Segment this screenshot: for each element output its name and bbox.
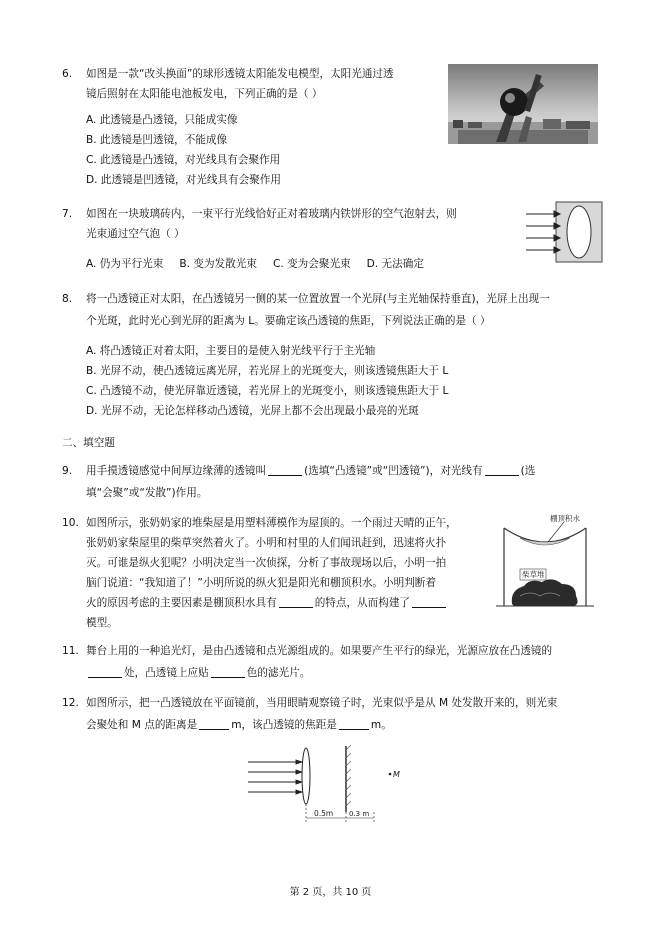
question-text: 处，凸透镜上应贴 <box>124 667 209 679</box>
question-text: m，该凸透镜的焦距是 <box>231 719 337 731</box>
question-text: 如图所示，把一凸透镜放在平面镜前，当用眼睛观察镜子时，光束似乎是从 M 处发散开来的，则光束 <box>86 697 558 709</box>
question-text: 用手摸透镜感觉中间厚边缘薄的透镜叫 <box>86 465 267 477</box>
answer-blank[interactable] <box>279 596 313 608</box>
answer-blank[interactable] <box>88 666 122 678</box>
option-a: A. 此透镜是凸透镜，只能成实像 <box>86 114 238 126</box>
question-text: 灭。可谁是纵火犯呢？小明决定当一次侦探，分析了事故现场以后，小明一拍 <box>86 557 447 569</box>
question-text: 张奶奶家柴屋里的柴草突然着火了。小明和村里的人们闻讯赶到，迅速将火扑 <box>86 537 447 549</box>
option-d: D. 此透镜是凹透镜，对光线具有会聚作用 <box>86 174 281 186</box>
option-b: B. 此透镜是凹透镜，不能成像 <box>86 134 228 146</box>
question-number: 11. <box>62 645 79 657</box>
lens-mirror-figure <box>240 742 420 832</box>
answer-blank[interactable] <box>339 718 369 730</box>
glass-bubble-figure <box>524 200 606 264</box>
distance-label: 0.3 m <box>349 810 370 818</box>
question-text: 如图在一块玻璃砖内，一束平行光线恰好正对着玻璃内铁饼形的空气泡射去，则 <box>86 208 457 220</box>
question-text: 光束通过空气泡（ ） <box>86 228 185 240</box>
question-number: 8. <box>62 293 73 305</box>
question-number: 9. <box>62 465 73 477</box>
question-text: 填“会聚”或“发散”)作用。 <box>86 487 208 499</box>
question-text: 镜后照射在太阳能电池板发电，下列正确的是（ ） <box>86 88 323 100</box>
question-number: 10. <box>62 517 79 529</box>
question-text: 个光斑，此时光心到光屏的距离为 L。要确定该凸透镜的焦距，下列说法正确的是（ ） <box>86 315 491 327</box>
question-text: 脑门说道：“我知道了！”小明所说的纵火犯是阳光和棚顶积水。小明判断着 <box>86 577 436 589</box>
question-text: 如图所示，张奶奶家的堆柴屋是用塑料薄模作为屋顶的。一个雨过天晴的正午， <box>86 517 457 529</box>
figure-label-roof: 棚顶积水 <box>550 514 580 523</box>
question-text: (选 <box>520 465 536 477</box>
question-text: 会聚处和 M 点的距离是 <box>86 719 198 731</box>
option-d: D. 无法确定 <box>366 258 424 270</box>
page-footer: 第 2 页，共 10 页 <box>289 887 372 898</box>
option-a: A. 将凸透镜正对着太阳，主要目的是使入射光线平行于主光轴 <box>86 345 376 357</box>
point-m-label: M <box>393 770 400 779</box>
option-b: B. 变为发散光束 <box>179 258 257 270</box>
question-number: 12. <box>62 697 79 709</box>
option-c: C. 凸透镜不动，使光屏靠近透镜，若光屏上的光斑变小，则该透镜焦距大于 L <box>86 385 449 397</box>
question-number: 6. <box>62 68 73 80</box>
question-text: 的特点，从而构建了 <box>314 597 411 609</box>
section-heading: 二、填空题 <box>62 437 115 449</box>
question-text: 舞台上用的一种追光灯，是由凸透镜和点光源组成的。如果要产生平行的绿光，光源应放在凸透镜的 <box>86 645 553 657</box>
answer-blank[interactable] <box>211 666 245 678</box>
question-text: 火的原因考虑的主要因素是棚顶积水具有 <box>86 597 277 609</box>
answer-blank[interactable] <box>268 464 302 476</box>
option-a: A. 仍为平行光束 <box>86 258 164 270</box>
answer-blank[interactable] <box>412 596 446 608</box>
answer-blank[interactable] <box>485 464 519 476</box>
figure-label-pile: 柴草堆 <box>522 570 545 579</box>
answer-blank[interactable] <box>199 718 229 730</box>
question-number: 7. <box>62 208 73 220</box>
option-c: C. 变为会聚光束 <box>272 258 351 270</box>
option-b: B. 光屏不动，使凸透镜远离光屏，若光屏上的光斑变大，则该透镜焦距大于 L <box>86 365 449 377</box>
question-text: 色的滤光片。 <box>246 667 311 679</box>
woodshed-figure <box>490 512 600 612</box>
solar-lens-photo <box>448 64 598 144</box>
question-text: (选填“凸透镜”或“凹透镜”)，对光线有 <box>304 465 483 477</box>
question-text: 将一凸透镜正对太阳，在凸透镜另一侧的某一位置放置一个光屏(与主光轴保持垂直)，光屏上出现一 <box>86 293 550 305</box>
question-text: 如图是一款“改头换面”的球形透镜太阳能发电模型，太阳光通过透 <box>86 68 394 80</box>
question-text: m。 <box>370 719 392 731</box>
distance-label: 0.5m <box>314 809 334 818</box>
option-d: D. 光屏不动，无论怎样移动凸透镜，光屏上都不会出现最小最亮的光斑 <box>86 405 419 417</box>
option-c: C. 此透镜是凸透镜，对光线具有会聚作用 <box>86 154 281 166</box>
question-text: 模型。 <box>86 617 118 629</box>
